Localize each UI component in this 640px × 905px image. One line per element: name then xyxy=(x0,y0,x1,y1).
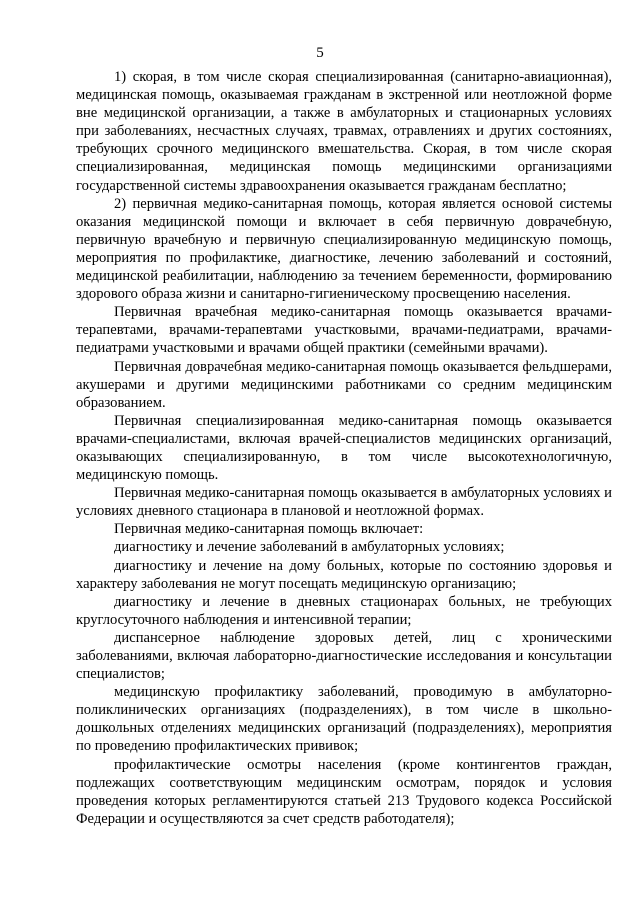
page-number: 5 xyxy=(316,45,324,61)
paragraph-primary-physician-care: Первичная врачебная медико-санитарная помощь оказывается врачами-терапевтами, врачами-терапевтами участковыми, врачами-педиатрами, врачами-педиатрами участковыми и врачами общей практики (семейными врачами). xyxy=(76,304,612,357)
list-item-dispensary-observation: диспансерное наблюдение здоровых детей, лиц с хроническими заболеваниями, включая лабораторно-диагностические исследования и консультации специалистов; xyxy=(76,629,612,683)
list-item-outpatient-diagnostics: диагностику и лечение заболеваний в амбулаторных условиях; xyxy=(114,539,505,556)
paragraph-emergency-care: 1) скорая, в том числе скорая специализированная (санитарно-авиационная), медицинская помощь, оказываемая гражданам в экстренной или неотложной форме вне медицинской организации, а также в амбулаторных и стационарных условиях при заболеваниях, несчастных случаях, травмах, отравлениях и других состояниях, требующих срочного медицинского вмешательства. Скорая, в том числе скорая специализированная, медицинская помощь медицинскими организациями государственной системы здравоохранения оказывается гражданам бесплатно; xyxy=(76,69,612,194)
paragraph-primary-specialized-care: Первичная специализированная медико-санитарная помощь оказывается врачами-специалистами, включая врачей-специалистов медицинских организаций, оказывающих специализированную, в том числе высокотехнологичную, медицинскую помощь. xyxy=(76,412,612,484)
body-text xyxy=(76,68,612,828)
paragraph-includes-heading: Первичная медико-санитарная помощь включает: xyxy=(114,521,424,538)
list-item-preventive-examinations: профилактические осмотры населения (кроме контингентов граждан, подлежащих соответствующим медицинским осмотрам, порядок и условия проведения которых регламентируются статьей 213 Трудового кодекса Российской Федерации и осуществляются за счет средств работодателя); xyxy=(76,756,612,827)
list-item-day-hospital: диагностику и лечение в дневных стационарах больных, не требующих круглосуточного наблюдения и интенсивной терапии; xyxy=(76,593,612,628)
paragraph-primary-care: 2) первичная медико-санитарная помощь, которая является основой системы оказания медицинской помощи и включает в себя первичную доврачебную, первичную врачебную и первичную специализированную медицинскую помощь, мероприятия по профилактике, диагностике, лечению заболеваний и состояний, медицинской реабилитации, наблюдению за течением беременности, формированию здорового образа жизни и санитарно-гигиеническому просвещению населения. xyxy=(76,195,612,303)
paragraph-care-conditions: Первичная медико-санитарная помощь оказывается в амбулаторных условиях и условиях дневного стационара в плановой и неотложной формах. xyxy=(76,485,612,520)
list-item-disease-prevention: медицинскую профилактику заболеваний, проводимую в амбулаторно-поликлинических организациях (подразделениях), в том числе в школьно-дошкольных отделениях медицинских организаций (подразделениях), мероприятия по проведению профилактических прививок; xyxy=(76,684,612,755)
paragraph-primary-prephysician-care: Первичная доврачебная медико-санитарная помощь оказывается фельдшерами, акушерами и другими медицинскими работниками со средним медицинским образованием. xyxy=(76,358,612,411)
list-item-home-diagnostics: диагностику и лечение на дому больных, которые по состоянию здоровья и характеру заболевания не могут посещать медицинскую организацию; xyxy=(76,557,612,592)
